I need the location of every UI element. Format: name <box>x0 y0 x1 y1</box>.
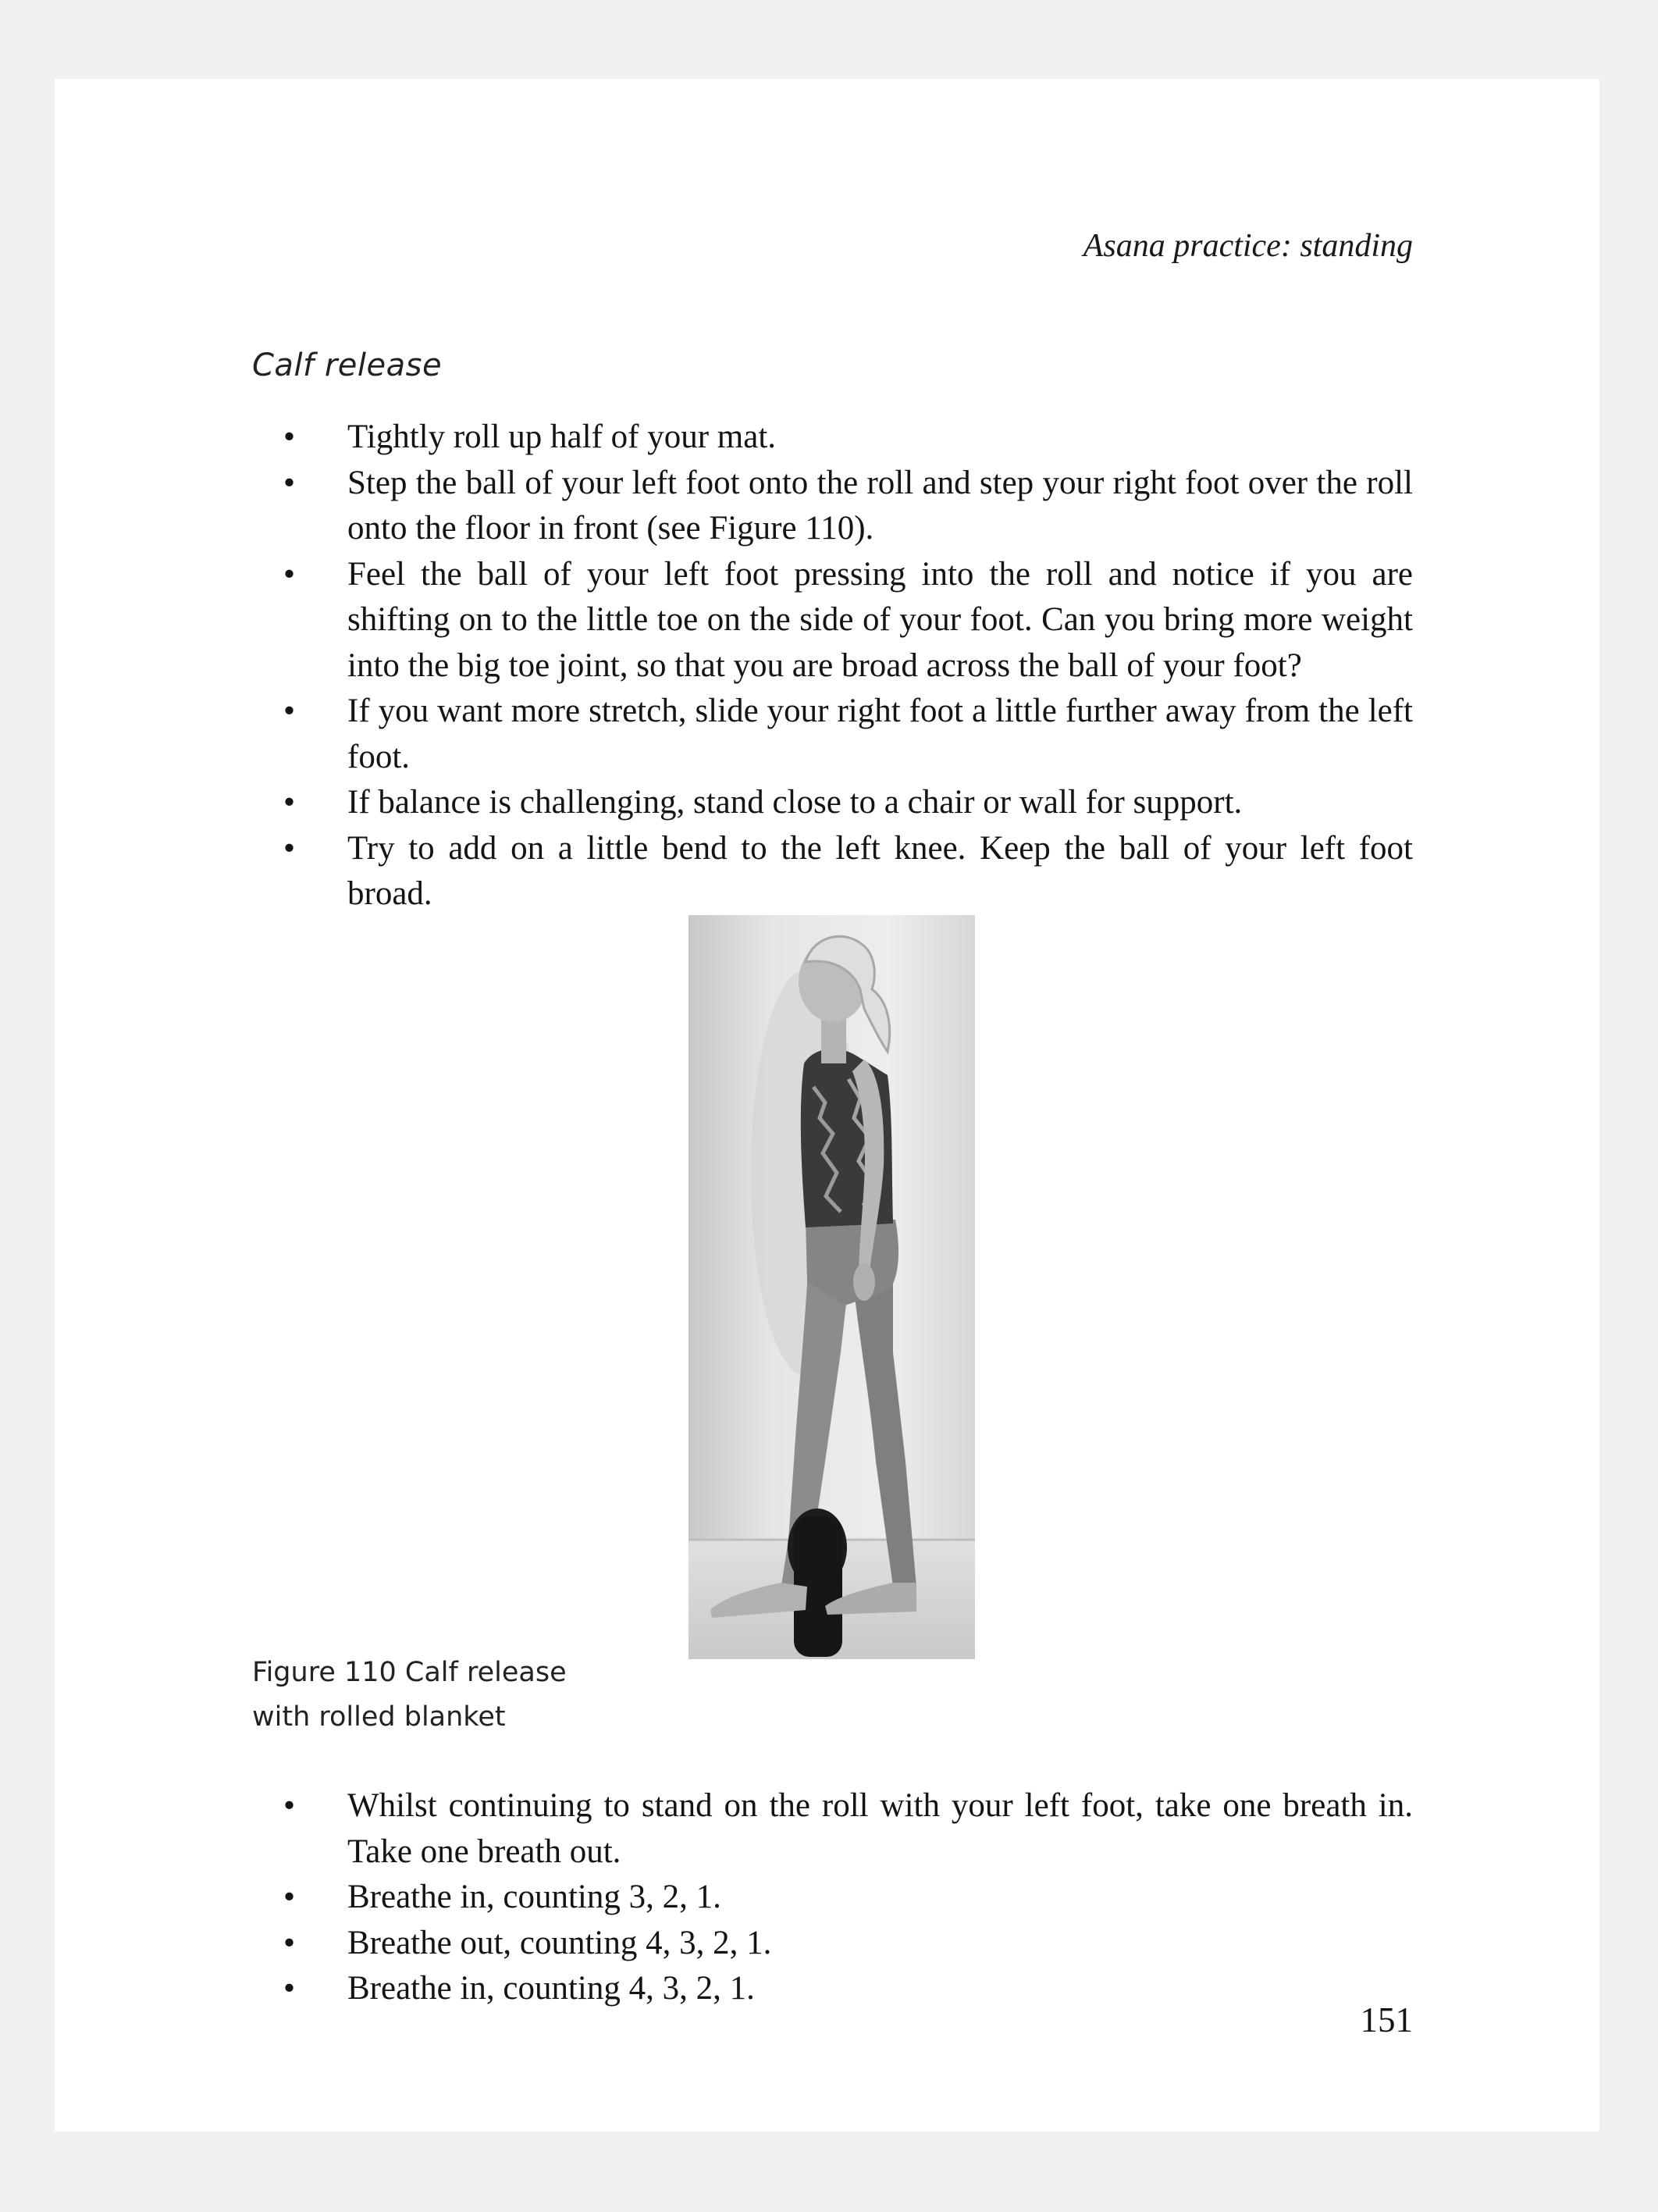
bullet-icon: • <box>283 693 296 729</box>
list-item-text: If you want more stretch, slide your right foot a little further away from the left foot. <box>347 693 1413 775</box>
bullet-icon: • <box>283 784 296 821</box>
bullet-icon: • <box>283 419 296 455</box>
section-title: Calf release <box>252 347 443 383</box>
bullet-icon: • <box>283 829 296 867</box>
list-item-text: Try to add on a little bend to the left knee. Keep the ball of your left foot broad. <box>347 829 1413 912</box>
instruction-list-bottom <box>252 1783 1413 2012</box>
list-item-text: Breathe in, counting 4, 3, 2, 1. <box>347 1970 755 2007</box>
list-item-text: Whilst continuing to stand on the roll with your left foot, take one breath in. Take one breath out. <box>347 1787 1413 1870</box>
list-item-text: Step the ball of your left foot onto the roll and step your right foot over the roll onto the floor in front (see Figure 110). <box>347 464 1413 547</box>
list-item <box>252 1921 1413 1967</box>
list-item <box>252 552 1413 689</box>
bullet-icon: • <box>283 464 296 501</box>
running-head: Asana practice: standing <box>1083 228 1413 264</box>
caption-line: Figure 110 Calf release <box>252 1657 567 1688</box>
list-item <box>252 1783 1413 1875</box>
list-item-text: Tightly roll up half of your mat. <box>347 419 777 455</box>
list-item-text: Breathe out, counting 4, 3, 2, 1. <box>347 1924 772 1961</box>
bullet-icon: • <box>283 1924 296 1961</box>
list-item <box>252 826 1413 917</box>
list-item <box>252 1966 1413 2012</box>
caption-line: with rolled blanket <box>252 1701 506 1733</box>
list-item-text: Breathe in, counting 3, 2, 1. <box>347 1879 721 1915</box>
bullet-icon: • <box>283 1787 296 1824</box>
list-item-text: If balance is challenging, stand close to a chair or wall for support. <box>347 784 1243 821</box>
figure-110-photo <box>688 915 975 1659</box>
book-page <box>55 79 1599 2132</box>
figure-caption <box>252 1651 567 1740</box>
bullet-icon: • <box>283 1970 296 2007</box>
list-item <box>252 689 1413 780</box>
bullet-icon: • <box>283 555 296 593</box>
list-item <box>252 415 1413 461</box>
bullet-icon: • <box>283 1879 296 1915</box>
list-item <box>252 461 1413 552</box>
list-item <box>252 1875 1413 1921</box>
page-number: 151 <box>1360 2000 1413 2039</box>
instruction-list-top <box>252 415 1413 917</box>
woman-standing-on-roll-illustration <box>688 915 975 1659</box>
list-item <box>252 780 1413 826</box>
list-item-text: Feel the ball of your left foot pressing into the roll and notice if you are shifting on to the little toe on the side of your foot. Can you bring more weight into the big toe joint, so that you are broad across the ball of your foot? <box>347 555 1413 684</box>
